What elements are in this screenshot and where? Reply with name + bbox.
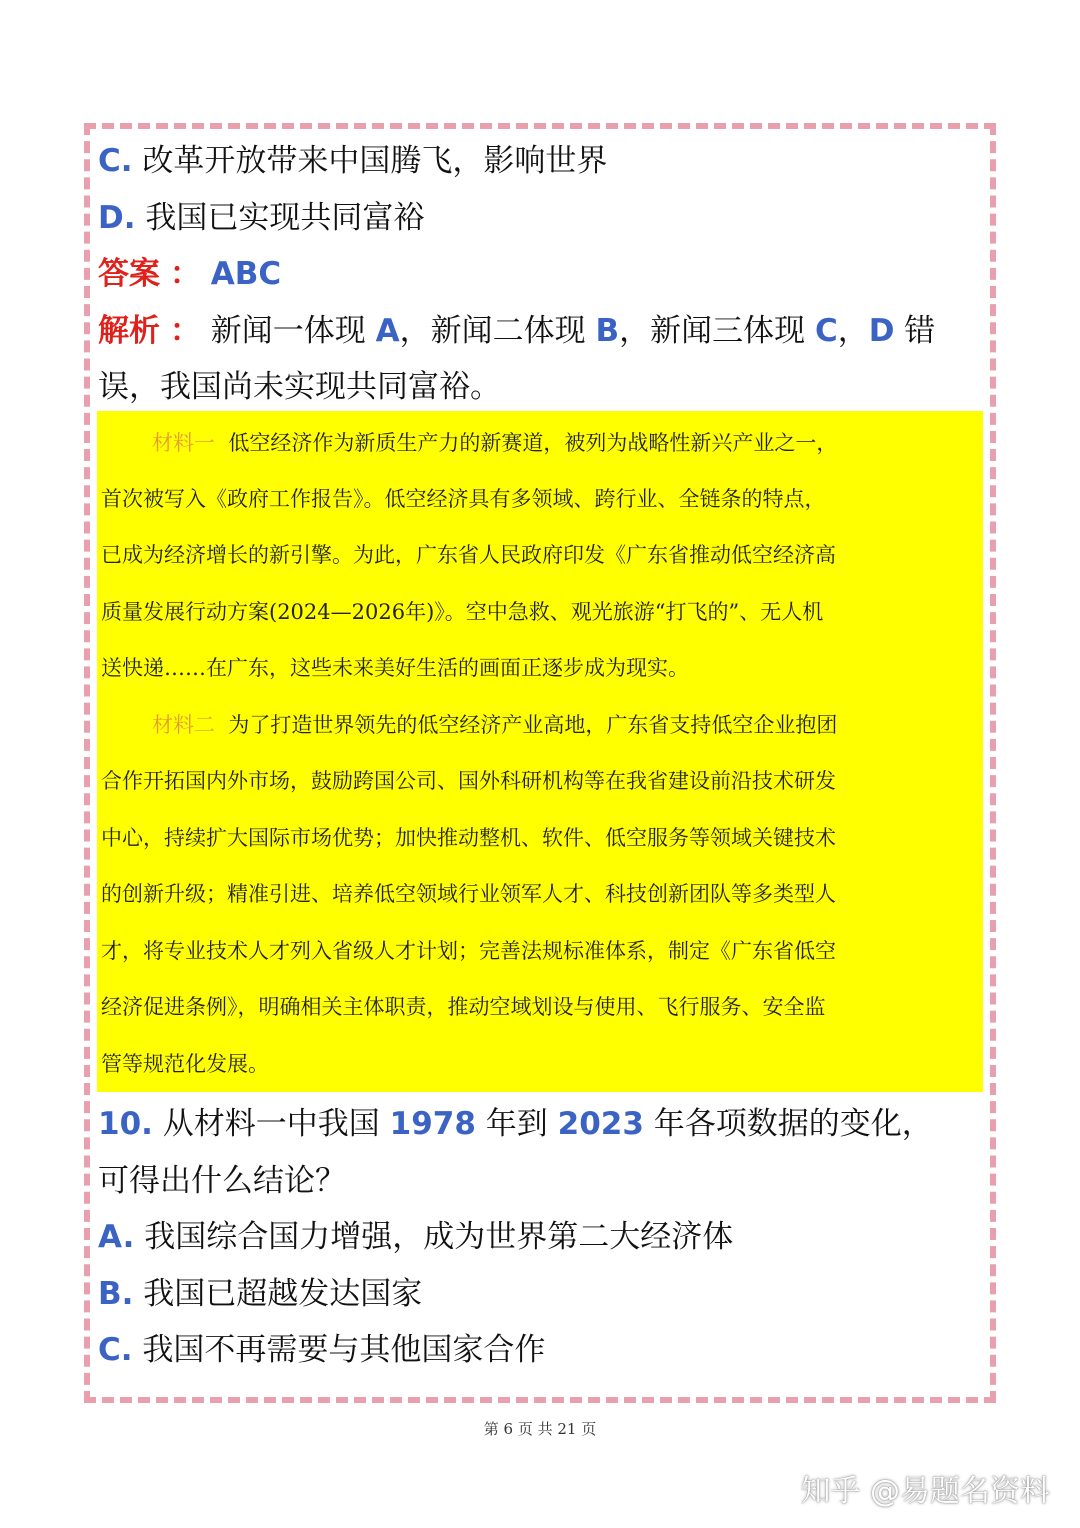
option-letter: B.	[98, 1276, 134, 1312]
material-1-line: 质量发展行动方案(2024—2026年)》。空中急救、观光旅游“打飞的”、无人机	[101, 600, 824, 624]
material-1-label: 材料一	[152, 431, 215, 455]
option-text: 改革开放带来中国腾飞，影响世界	[142, 143, 608, 179]
material-1-line: 送快递……在广东，这些未来美好生活的画面正逐步成为现实。	[101, 656, 689, 680]
analysis-text: ，	[837, 313, 869, 349]
material-2-line: 合作开拓国内外市场，鼓励跨国公司、国外科研机构等在我省建设前沿技术研发	[101, 769, 836, 793]
option-letter: A.	[98, 1219, 135, 1255]
analysis-letter: D	[868, 313, 895, 349]
material-2-line: 管等规范化发展。	[101, 1052, 269, 1076]
answer-value: ABC	[210, 256, 282, 292]
analysis-text: 新闻一体现	[210, 313, 366, 349]
material-2-label: 材料二	[152, 713, 215, 737]
material-2-line: 中心，持续扩大国际市场优势；加快推动整机、软件、低空服务等领域关键技术	[101, 826, 836, 850]
question-10-line-1	[98, 1103, 933, 1145]
option-letter: C.	[98, 143, 133, 179]
question-text: 年各项数据的变化，	[653, 1106, 933, 1142]
material-2-line: 经济促进条例》，明确相关主体职责，推动空域划设与使用、飞行服务、安全监	[101, 995, 826, 1019]
question-year: 1978	[389, 1106, 476, 1142]
material-2-line	[152, 711, 837, 739]
question-text: 年到	[485, 1106, 548, 1142]
option-d-top	[98, 197, 424, 239]
answer-sep: ：	[169, 256, 201, 292]
answer-line	[98, 253, 281, 295]
watermark: 知乎 @易题名资料	[800, 1474, 1050, 1509]
material-text: 为了打造世界领先的低空经济产业高地，广东省支持低空企业抱团	[228, 713, 838, 737]
analysis-letter: C	[814, 313, 838, 349]
question-year: 2023	[557, 1106, 644, 1142]
analysis-sep: ：	[169, 313, 201, 349]
option-c-top	[98, 140, 607, 182]
analysis-label: 解析	[98, 313, 160, 349]
option-letter: C.	[98, 1332, 133, 1368]
analysis-text: ，新闻三体现	[619, 313, 806, 349]
option-a	[98, 1216, 733, 1258]
option-letter: D.	[98, 200, 136, 236]
material-text: 低空经济作为新质生产力的新赛道，被列为战略性新兴产业之一，	[228, 431, 838, 455]
page-number-footer: 第 6 页 共 21 页	[483, 1420, 597, 1438]
analysis-text: 错	[904, 313, 936, 349]
material-highlight-box	[97, 411, 983, 1092]
analysis-letter: B	[595, 313, 620, 349]
analysis-line-1	[98, 310, 935, 352]
analysis-line-2: 误，我国尚未实现共同富裕。	[98, 369, 501, 405]
option-text: 我国不再需要与其他国家合作	[142, 1332, 546, 1368]
material-1-line: 已成为经济增长的新引擎。为此，广东省人民政府印发《广东省推动低空经济高	[101, 543, 836, 567]
answer-label: 答案	[98, 256, 160, 292]
material-1-line: 首次被写入《政府工作报告》。低空经济具有多领域、跨行业、全链条的特点，	[101, 487, 826, 511]
question-10-line-2: 可得出什么结论？	[98, 1163, 346, 1199]
option-b	[98, 1273, 422, 1315]
option-text: 我国已超越发达国家	[143, 1276, 423, 1312]
analysis-letter: A	[375, 313, 400, 349]
material-1-line	[152, 429, 837, 457]
material-2-line: 的创新升级；精准引进、培养低空领域行业领军人才、科技创新团队等多类型人	[101, 882, 836, 906]
material-2-line: 才，将专业技术人才列入省级人才计划；完善法规标准体系，制定《广东省低空	[101, 939, 836, 963]
option-c	[98, 1329, 545, 1371]
analysis-text: ，新闻二体现	[399, 313, 586, 349]
question-number: 10.	[98, 1106, 153, 1142]
question-text: 从材料一中我国	[162, 1106, 380, 1142]
option-text: 我国综合国力增强，成为世界第二大经济体	[144, 1219, 734, 1255]
option-text: 我国已实现共同富裕	[145, 200, 425, 236]
